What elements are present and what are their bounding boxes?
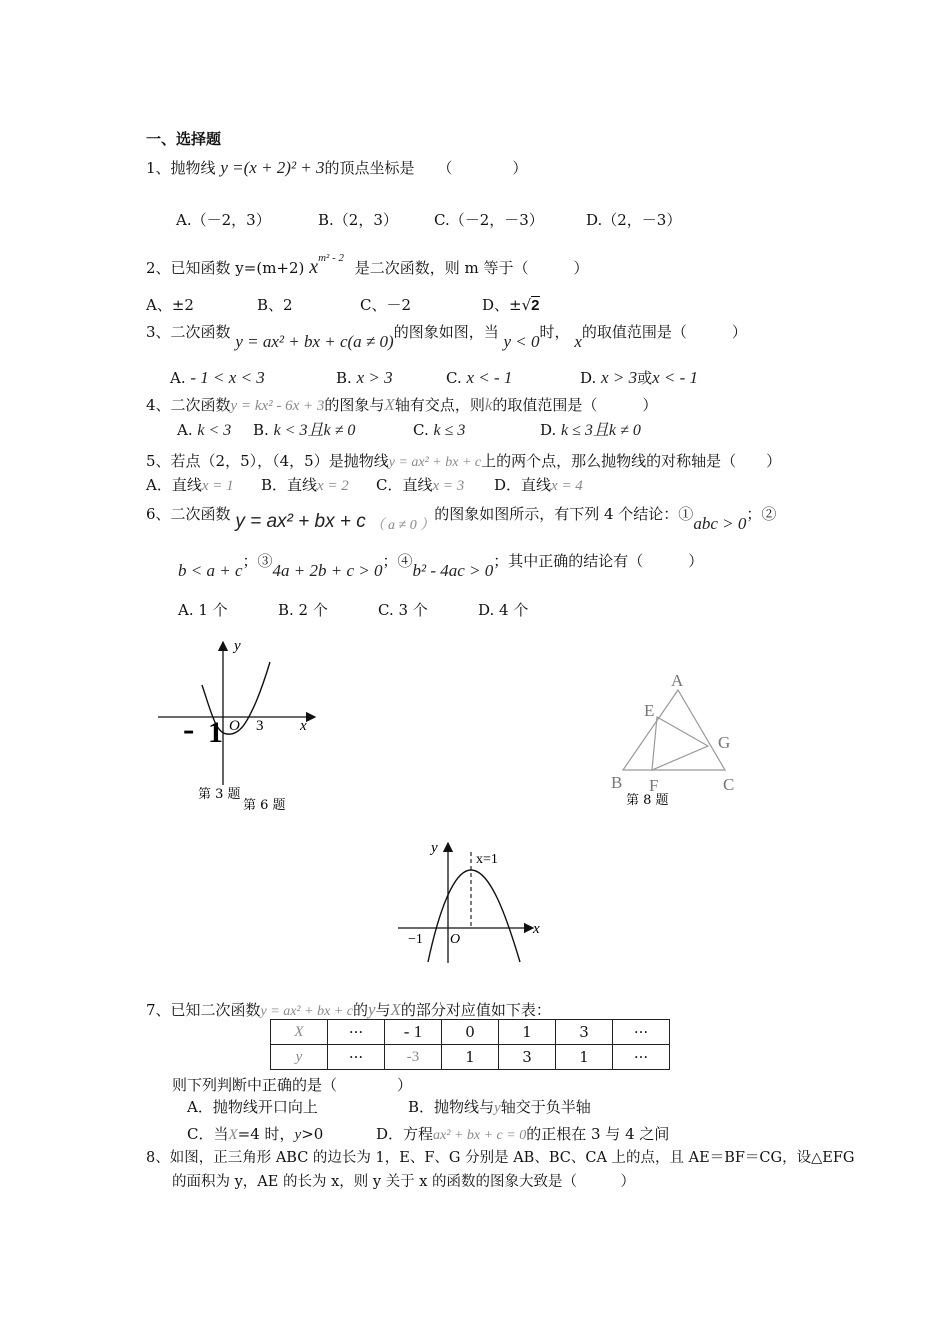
q4-option-b-value: k < 3且k ≠ 0 — [273, 422, 356, 439]
q5-option-d-value: x = 4 — [551, 478, 583, 494]
q5-formula: y = ax² + bx + c — [388, 455, 482, 470]
q7-option-d[interactable] — [376, 1125, 669, 1145]
table-row — [271, 1020, 670, 1045]
q4-option-d-label: D. — [540, 421, 557, 439]
q6-text-end: ；其中正确的结论有（ ） — [493, 552, 704, 570]
q3-option-a-value: - 1 < x < 3 — [190, 368, 265, 387]
q7-formula: y = ax² + bx + c — [260, 1004, 353, 1019]
q6-conclusion-3: 4a + 2b + c > 0 — [272, 561, 383, 580]
table-cell: ··· — [328, 1045, 385, 1070]
figure-8-triangle — [606, 668, 766, 808]
table-cell: 1 — [499, 1020, 556, 1045]
q6-conclusion-1: abc > 0 — [693, 514, 747, 533]
q5-text: 5、若点（2，5），（4，5）是抛物线 — [146, 452, 389, 470]
q5-text-after: 上的两个点，那么抛物线的对称轴是（ ） — [481, 452, 782, 470]
fig6-minus-one: −1 — [408, 932, 423, 947]
question-4-stem — [146, 395, 657, 415]
q1-text-after: 的顶点坐标是 — [324, 159, 415, 177]
question-1-stem — [146, 158, 527, 178]
q4-option-a-label: A. — [177, 421, 193, 439]
q7-option-b-post: 轴交于负半轴 — [500, 1098, 591, 1116]
q7-judge: 则下列判断中正确的是（ ） — [172, 1076, 413, 1094]
q4-option-d-value: k ≤ 3且k ≠ 0 — [561, 422, 641, 439]
table-cell: 1 — [556, 1045, 613, 1070]
table-cell: -3 — [385, 1045, 442, 1070]
table-cell: - 1 — [385, 1020, 442, 1045]
q4-option-c-label: C. — [413, 421, 429, 439]
question-8-line1: 8、如图，正三角形 ABC 的边长为 1，E、F、G 分别是 AB、BC、CA 上的点，且 AE＝BF＝CG，设△EFG — [146, 1150, 855, 1166]
q4-text: 4、二次函数 — [146, 396, 231, 414]
q5-option-c-label: C．直线 — [376, 476, 433, 494]
q7-option-b-pre: B．抛物线与 — [408, 1098, 495, 1116]
q7-option-d-pre: D．方程 — [376, 1125, 434, 1143]
table-cell: ··· — [613, 1020, 670, 1045]
q3-formula: y = ax² + bx + c(a ≠ 0) — [235, 332, 394, 351]
q3-option-c-value: x < - 1 — [466, 368, 513, 387]
table-cell: ··· — [328, 1020, 385, 1045]
q5-option-c[interactable] — [376, 476, 464, 495]
q1-number: 1、 — [146, 159, 171, 177]
q3-option-d-or: 或 — [637, 369, 653, 387]
fig8-A: A — [671, 671, 684, 690]
fig6-caption: 第 6 题 — [243, 798, 286, 813]
q5-option-b[interactable] — [261, 476, 349, 495]
q4-option-a-value: k < 3 — [197, 422, 232, 439]
question-3-stem — [146, 322, 747, 351]
q5-option-b-label: B．直线 — [261, 476, 318, 494]
q6-condition: （ a ≠ 0 ） — [370, 518, 435, 533]
triangle-abc — [623, 690, 725, 770]
q6-formula: y = ax² + bx + c — [235, 511, 366, 532]
q7-option-c-var2: y — [294, 1127, 302, 1143]
figure-6-graph — [398, 835, 568, 975]
table-cell: 3 — [499, 1045, 556, 1070]
q3-text-mid: 的图象如图，当 — [393, 323, 499, 341]
q3-option-b[interactable] — [336, 368, 393, 388]
q3-text-mid2: 时， — [539, 323, 570, 341]
q7-option-b[interactable] — [408, 1098, 591, 1117]
q7-option-a[interactable]: A．抛物线开口向上 — [187, 1098, 318, 1116]
q2-option-b[interactable]: B、2 — [257, 296, 293, 314]
q5-option-a[interactable] — [146, 476, 234, 495]
fig6-x-label: x — [533, 921, 540, 937]
fig3-x-label: x — [300, 718, 307, 734]
q4-option-a[interactable] — [177, 421, 231, 440]
q6-text-after: 的图象如图所示，有下列 4 个结论：① — [434, 505, 694, 523]
q3-option-c[interactable] — [446, 368, 512, 388]
q3-option-a[interactable] — [170, 368, 265, 388]
q7-text-mid2: 与 — [375, 1001, 391, 1019]
q7-x: X — [390, 1000, 401, 1019]
fig6-y-label: y — [431, 840, 438, 856]
table-cell: X — [271, 1020, 328, 1045]
q1-formula: y =(x + 2)² + 3 — [220, 158, 325, 177]
q4-option-b-label: B. — [253, 421, 269, 439]
q3-option-d[interactable] — [580, 368, 698, 388]
q7-text: 7、已知二次函数 — [146, 1001, 261, 1019]
q7-option-c-mid: =4 时， — [237, 1125, 295, 1143]
q1-option-a[interactable]: A.（－2，3） — [176, 211, 271, 229]
q1-option-c[interactable]: C.（－2，－3） — [434, 211, 544, 229]
q5-option-d[interactable] — [494, 476, 583, 495]
q1-option-b[interactable]: B.（2，3） — [318, 211, 398, 229]
q6-sep: ；② — [746, 505, 777, 523]
q3-option-b-label: B. — [336, 369, 352, 387]
fig6-axis-label: x=1 — [476, 852, 498, 867]
triangle-efg — [652, 717, 708, 770]
fig3-three: 3 — [256, 718, 264, 734]
q3-option-d-value1: x > 3 — [601, 368, 638, 387]
q7-option-c-pre: C．当 — [187, 1125, 229, 1143]
q4-text-mid2: 轴有交点，则 — [394, 396, 485, 414]
fig8-F: F — [649, 776, 659, 795]
fig3-one: 1 — [208, 716, 223, 749]
q6-sep3: ；④ — [382, 552, 413, 570]
sqrt-icon: √ — [521, 296, 532, 314]
table-cell: 3 — [556, 1020, 613, 1045]
q2-text: 2、已知函数 y=(m+2) — [146, 259, 305, 277]
q3-text-after: 的取值范围是（ ） — [581, 323, 747, 341]
question-6-stem — [146, 503, 777, 533]
section-title: 一、选择题 — [146, 130, 222, 148]
fig8-C: C — [723, 775, 735, 794]
q2-text-after: 是二次函数，则 m 等于（ ） — [354, 259, 589, 277]
q3-option-d-value2: x < - 1 — [652, 368, 699, 387]
q2-option-d-label: D、± — [482, 296, 522, 314]
question-8-line2: 的面积为 y，AE 的长为 x，则 y 关于 x 的函数的图象大致是（ ） — [172, 1174, 636, 1190]
q6-conclusions-line2 — [178, 551, 704, 580]
q7-option-d-formula: ax² + bx + c = 0 — [433, 1128, 527, 1143]
q6-option-c[interactable]: C. 3 个 — [378, 601, 428, 619]
q6-sep2: ；③ — [242, 552, 273, 570]
q5-option-a-value: x = 1 — [201, 478, 234, 494]
fig6-parabola-curve — [428, 870, 520, 962]
fig3-minus: - — [183, 711, 195, 748]
q3-var: x — [574, 332, 582, 351]
q7-text-after: 的部分对应值如下表： — [400, 1001, 551, 1019]
q5-option-a-label: A．直线 — [146, 476, 202, 494]
fig3-origin: O — [229, 718, 240, 734]
q2-option-a[interactable]: A、±2 — [146, 296, 194, 314]
fig8-caption: 第 8 题 — [626, 793, 669, 808]
q4-option-b[interactable] — [253, 421, 355, 440]
q7-option-c-var: X — [228, 1127, 238, 1143]
q7-value-table — [270, 1019, 670, 1070]
q5-option-d-label: D．直线 — [494, 476, 552, 494]
q4-text-mid: 的图象与 — [324, 396, 385, 414]
q6-text: 6、二次函数 — [146, 505, 231, 523]
q3-text: 3、二次函数 — [146, 323, 231, 341]
q7-y: y — [367, 1000, 376, 1019]
table-cell: 0 — [442, 1020, 499, 1045]
q5-option-c-value: x = 3 — [432, 478, 465, 494]
q3-option-b-value: x > 3 — [356, 368, 393, 387]
question-2-stem — [146, 252, 589, 279]
q3-option-d-label: D. — [580, 369, 597, 387]
q3-condition: y < 0 — [503, 332, 540, 351]
q1-option-d[interactable]: D.（2，－3） — [586, 211, 682, 229]
fig6-origin: O — [450, 932, 461, 947]
q4-option-c[interactable] — [413, 421, 465, 440]
q7-option-c[interactable] — [187, 1125, 323, 1144]
q6-conclusion-2: b < a + c — [178, 561, 243, 580]
q6-option-d[interactable]: D. 4 个 — [478, 601, 529, 619]
fig8-E: E — [644, 701, 655, 720]
q4-k: k — [484, 395, 493, 414]
q7-option-c-post: >0 — [301, 1125, 324, 1143]
table-cell: ··· — [613, 1045, 670, 1070]
fig3-caption: 第 3 题 — [198, 787, 241, 802]
table-cell: 1 — [442, 1045, 499, 1070]
q2-option-c[interactable]: C、－2 — [360, 296, 412, 314]
q4-text-after: 的取值范围是（ ） — [492, 396, 658, 414]
q7-option-d-post: 的正根在 3 与 4 之间 — [526, 1125, 670, 1143]
q2-exponent: m² - 2 — [318, 252, 344, 264]
q4-formula: y = kx² - 6x + 3 — [230, 398, 325, 414]
question-7-stem — [146, 1000, 551, 1021]
q7-option-b-var: y — [494, 1100, 501, 1116]
q3-option-c-label: C. — [446, 369, 462, 387]
q4-option-c-value: k ≤ 3 — [433, 422, 466, 439]
q3-option-a-label: A. — [170, 369, 186, 387]
q7-text-mid: 的 — [352, 1001, 368, 1019]
q2-sqrt-value: 2 — [531, 297, 540, 314]
fig3-y-label: y — [234, 638, 241, 654]
table-cell: y — [271, 1045, 328, 1070]
q1-answer-paren: （ ） — [437, 159, 528, 177]
figure-3-graph — [150, 630, 350, 813]
table-row — [271, 1045, 670, 1070]
fig8-B: B — [611, 773, 623, 792]
q6-option-a[interactable]: A. 1 个 — [178, 601, 228, 619]
q1-text: 抛物线 — [170, 159, 216, 177]
q5-option-b-value: x = 2 — [317, 478, 349, 494]
question-5-stem — [146, 452, 781, 472]
q2-option-d[interactable] — [482, 296, 540, 315]
q4-axis: X — [384, 395, 395, 414]
q6-conclusion-4: b² - 4ac > 0 — [412, 561, 494, 580]
q6-option-b[interactable]: B. 2 个 — [278, 601, 328, 619]
fig8-G: G — [718, 733, 731, 752]
q4-option-d[interactable] — [540, 421, 641, 440]
q2-base: x — [309, 256, 319, 278]
